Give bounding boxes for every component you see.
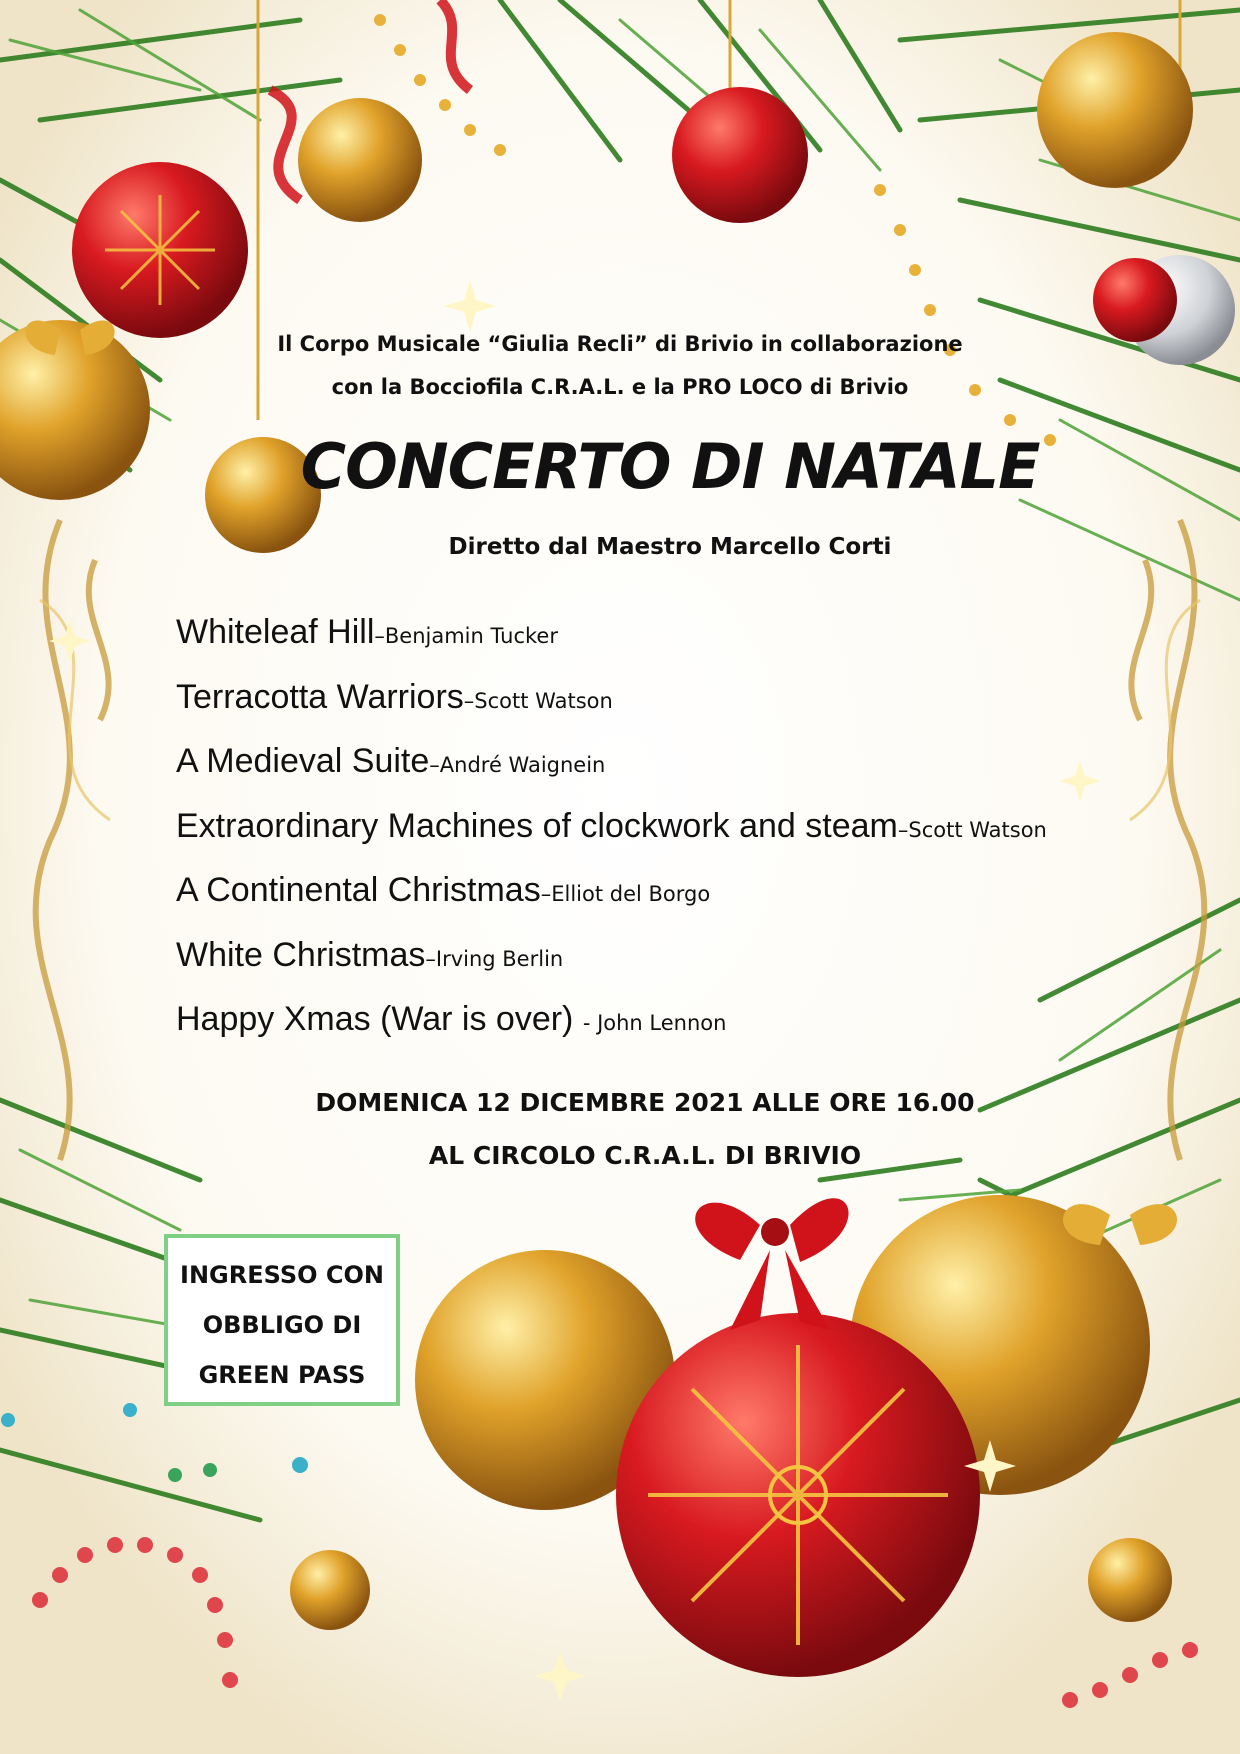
- piece-composer: –Irving Berlin: [425, 946, 564, 971]
- program-item: [176, 677, 1047, 742]
- program-item: [176, 999, 1047, 1064]
- piece-composer: –Benjamin Tucker: [374, 624, 558, 648]
- program-item: [176, 741, 1047, 806]
- intro-line-2: con la Bocciofila C.R.A.L. e la PRO LOCO di Brivio: [331, 375, 909, 399]
- director-line: Diretto dal Maestro Marcello Corti: [448, 534, 892, 560]
- piece-title: White Christmas: [176, 935, 426, 974]
- piece-title: Extraordinary Machines of clockwork and steam: [176, 806, 898, 845]
- piece-title: A Continental Christmas: [176, 871, 541, 909]
- intro-line-1: Il Corpo Musicale “Giulia Recli” di Brivio in collaborazione: [277, 332, 963, 356]
- program-item: [176, 935, 1047, 1000]
- piece-composer: –Elliot del Borgo: [540, 882, 711, 906]
- piece-title: A Medieval Suite: [176, 742, 430, 780]
- piece-composer: –Scott Watson: [897, 817, 1047, 842]
- program-list: [176, 612, 1047, 1064]
- piece-composer: - John Lennon: [582, 1011, 727, 1035]
- piece-composer: –André Waignein: [429, 753, 606, 777]
- program-item: [176, 806, 1047, 871]
- piece-composer: –Scott Watson: [463, 688, 613, 713]
- notice-line-1: INGRESSO CON: [180, 1261, 384, 1289]
- piece-title: Whiteleaf Hill: [176, 613, 375, 651]
- piece-title: Terracotta Warriors: [176, 677, 464, 716]
- notice-line-3: GREEN PASS: [198, 1361, 366, 1389]
- program-item: [176, 870, 1047, 935]
- piece-title: Happy Xmas (War is over): [176, 1000, 583, 1038]
- event-date: DOMENICA 12 DICEMBRE 2021 ALLE ORE 16.00: [315, 1088, 975, 1117]
- event-place: AL CIRCOLO C.R.A.L. DI BRIVIO: [428, 1141, 862, 1170]
- notice-line-2: OBBLIGO DI: [202, 1311, 362, 1339]
- concert-title: CONCERTO DI NATALE: [300, 430, 1040, 503]
- program-item: [176, 612, 1047, 677]
- green-pass-notice: [164, 1234, 400, 1406]
